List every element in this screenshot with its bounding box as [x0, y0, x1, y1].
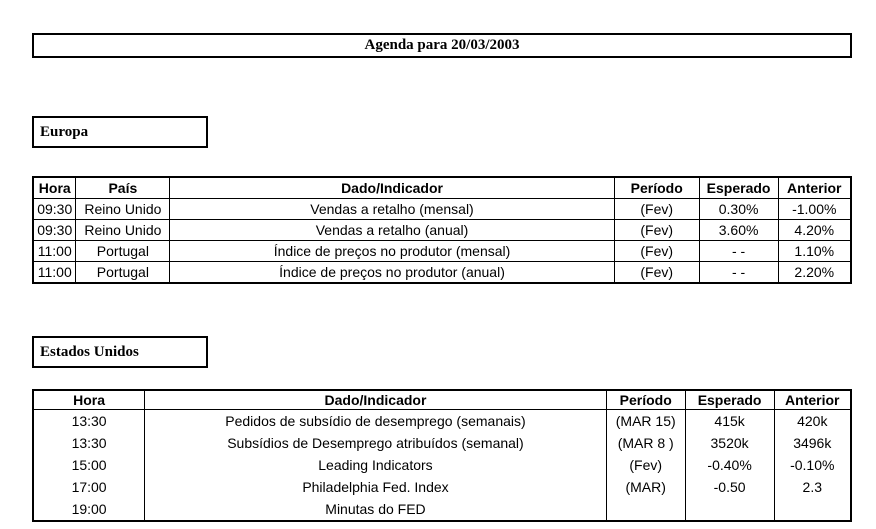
cell-anterior: -0.10% — [774, 454, 851, 476]
table-row — [33, 199, 851, 220]
table-row — [33, 476, 851, 498]
cell-indicador: Pedidos de subsídio de desemprego (semanais) — [145, 410, 607, 433]
col-header-esperado: Esperado — [699, 177, 778, 199]
cell-periodo — [606, 498, 685, 521]
table-row — [33, 498, 851, 521]
col-header-hora: Hora — [33, 390, 145, 410]
cell-anterior: 4.20% — [778, 220, 851, 241]
cell-anterior: 3496k — [774, 432, 851, 454]
cell-periodo: (MAR) — [606, 476, 685, 498]
cell-indicador: Minutas do FED — [145, 498, 607, 521]
cell-esperado: -0.50 — [685, 476, 774, 498]
cell-anterior: -1.00% — [778, 199, 851, 220]
table-row — [33, 262, 851, 284]
cell-anterior — [774, 498, 851, 521]
cell-hora: 13:30 — [33, 410, 145, 433]
cell-periodo: (Fev) — [614, 262, 699, 284]
cell-esperado: - - — [699, 262, 778, 284]
cell-pais: Portugal — [76, 241, 170, 262]
table-row — [33, 410, 851, 433]
cell-esperado: -0.40% — [685, 454, 774, 476]
cell-indicador: Índice de preços no produtor (mensal) — [170, 241, 614, 262]
table-row — [33, 454, 851, 476]
cell-pais: Reino Unido — [76, 199, 170, 220]
cell-indicador: Índice de preços no produtor (anual) — [170, 262, 614, 284]
cell-esperado: 0.30% — [699, 199, 778, 220]
europe-heading: Europa — [32, 116, 208, 148]
cell-indicador: Philadelphia Fed. Index — [145, 476, 607, 498]
cell-esperado: 3520k — [685, 432, 774, 454]
usa-heading: Estados Unidos — [32, 336, 208, 368]
col-header-periodo: Período — [614, 177, 699, 199]
cell-anterior: 2.20% — [778, 262, 851, 284]
cell-hora: 09:30 — [33, 199, 76, 220]
cell-indicador: Vendas a retalho (mensal) — [170, 199, 614, 220]
usa-table — [32, 389, 852, 522]
col-header-periodo: Período — [606, 390, 685, 410]
table-header-row — [33, 177, 851, 199]
table-header-row — [33, 390, 851, 410]
cell-esperado: 3.60% — [699, 220, 778, 241]
cell-anterior: 2.3 — [774, 476, 851, 498]
cell-hora: 09:30 — [33, 220, 76, 241]
col-header-indicador: Dado/Indicador — [170, 177, 614, 199]
cell-periodo: (Fev) — [606, 454, 685, 476]
col-header-anterior: Anterior — [778, 177, 851, 199]
cell-pais: Portugal — [76, 262, 170, 284]
col-header-pais: País — [76, 177, 170, 199]
cell-hora: 17:00 — [33, 476, 145, 498]
cell-periodo: (Fev) — [614, 199, 699, 220]
table-row — [33, 432, 851, 454]
cell-esperado: 415k — [685, 410, 774, 433]
cell-esperado: - - — [699, 241, 778, 262]
cell-indicador: Subsídios de Desemprego atribuídos (semanal) — [145, 432, 607, 454]
cell-periodo: (MAR 15) — [606, 410, 685, 433]
col-header-indicador: Dado/Indicador — [145, 390, 607, 410]
cell-anterior: 1.10% — [778, 241, 851, 262]
cell-esperado — [685, 498, 774, 521]
cell-periodo: (Fev) — [614, 241, 699, 262]
cell-hora: 15:00 — [33, 454, 145, 476]
cell-indicador: Leading Indicators — [145, 454, 607, 476]
cell-hora: 11:00 — [33, 241, 76, 262]
cell-periodo: (MAR 8 ) — [606, 432, 685, 454]
cell-pais: Reino Unido — [76, 220, 170, 241]
cell-hora: 13:30 — [33, 432, 145, 454]
europe-table — [32, 176, 852, 284]
cell-indicador: Vendas a retalho (anual) — [170, 220, 614, 241]
cell-hora: 19:00 — [33, 498, 145, 521]
col-header-hora: Hora — [33, 177, 76, 199]
col-header-anterior: Anterior — [774, 390, 851, 410]
agenda-title: Agenda para 20/03/2003 — [32, 33, 852, 58]
table-row — [33, 220, 851, 241]
cell-anterior: 420k — [774, 410, 851, 433]
cell-periodo: (Fev) — [614, 220, 699, 241]
cell-hora: 11:00 — [33, 262, 76, 284]
table-row — [33, 241, 851, 262]
col-header-esperado: Esperado — [685, 390, 774, 410]
